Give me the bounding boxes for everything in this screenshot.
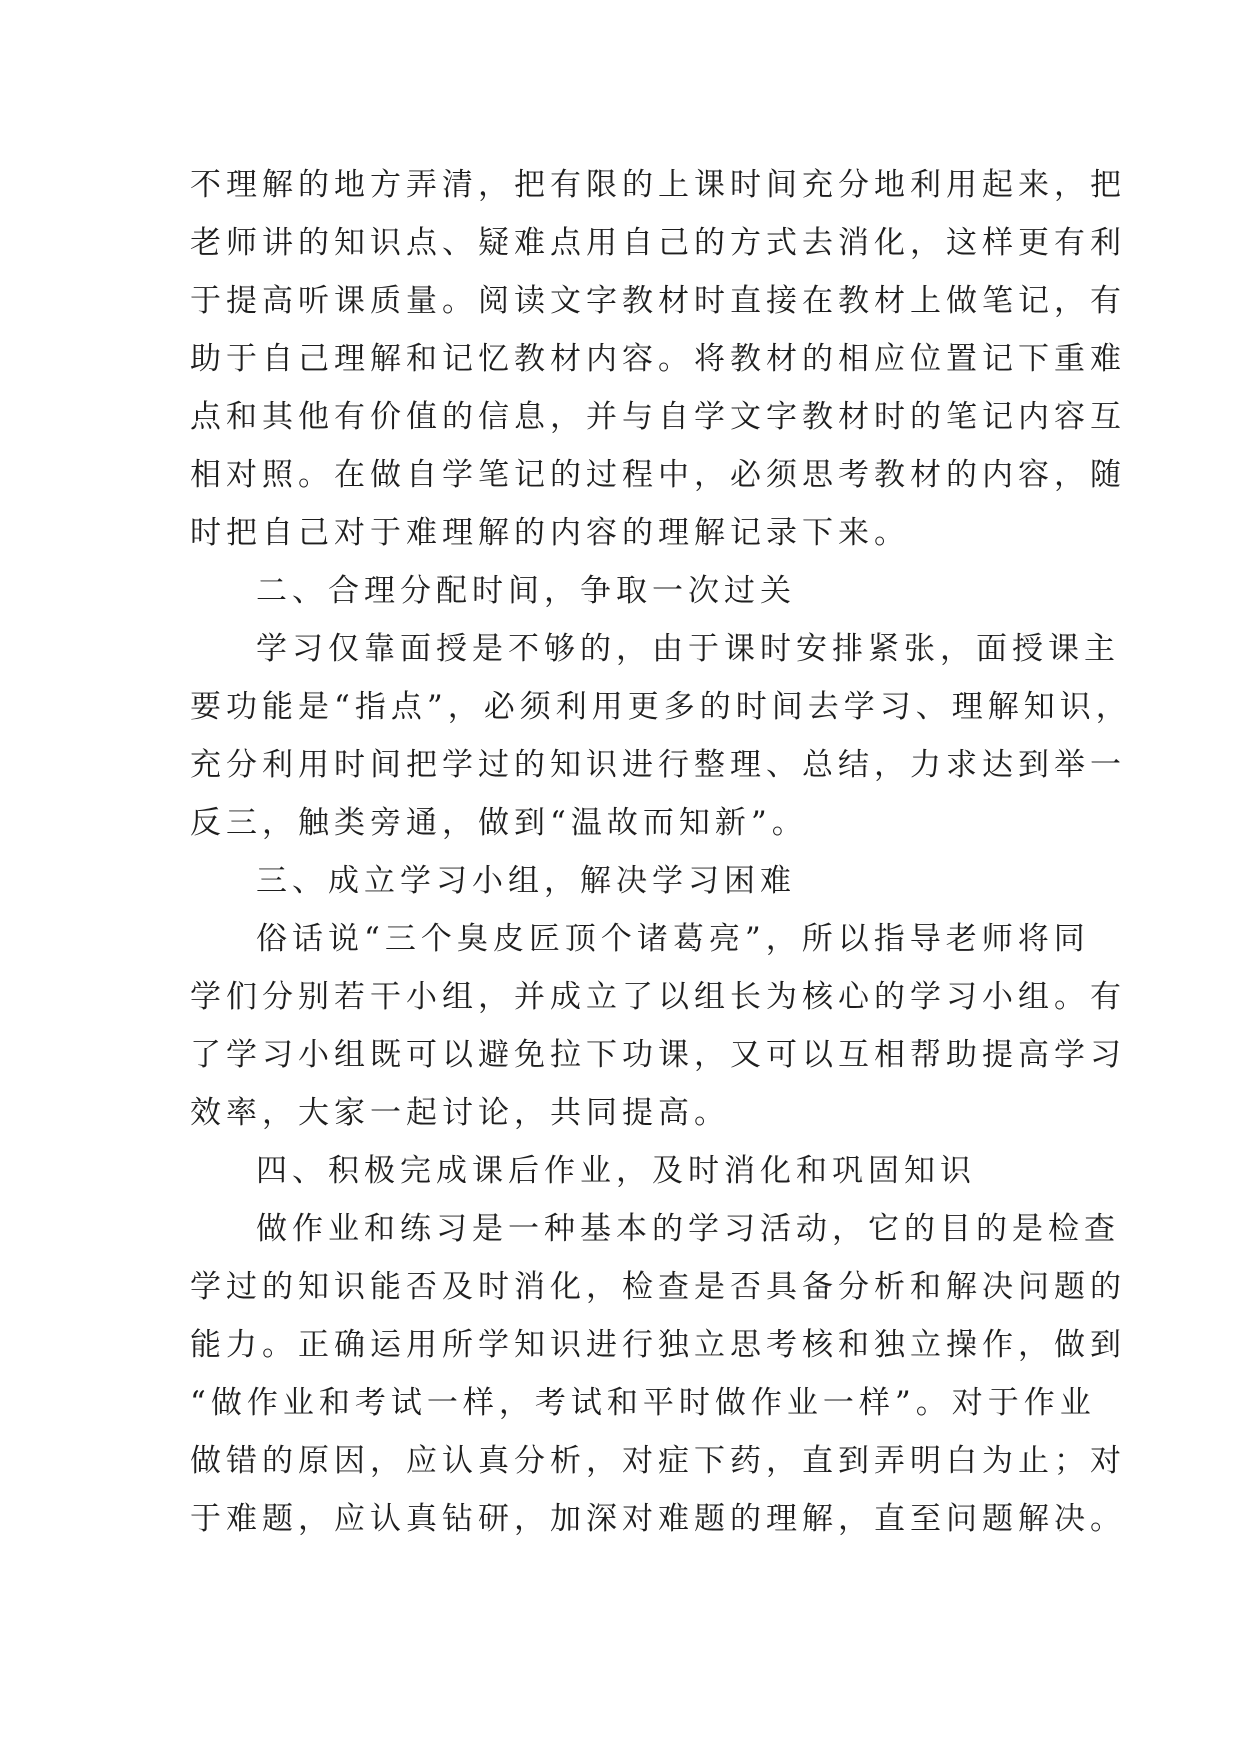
paragraph-start-line: 三、成立学习小组，解决学习困难: [256, 863, 796, 899]
paragraph-start-line: 做作业和练习是一种基本的学习活动，它的目的是检查: [256, 1211, 1120, 1247]
text-line: “做作业和考试一样，考试和平时做作业一样”。对于作业: [190, 1385, 1096, 1421]
text-line: 助于自己理解和记忆教材内容。将教材的相应位置记下重难: [190, 341, 1126, 377]
text-line: 能力。正确运用所学知识进行独立思考核和独立操作，做到: [190, 1327, 1126, 1363]
text-line: 要功能是“指点”，必须利用更多的时间去学习、理解知识，: [190, 689, 1132, 725]
paragraph-start-line: 二、合理分配时间，争取一次过关: [256, 573, 796, 609]
text-line: 老师讲的知识点、疑难点用自己的方式去消化，这样更有利: [190, 225, 1126, 261]
paragraph-start-line: 俗话说“三个臭皮匠顶个诸葛亮”，所以指导老师将同: [256, 921, 1090, 957]
document-body: [190, 156, 1132, 1548]
paragraph-start-line: 四、积极完成课后作业，及时消化和巩固知识: [256, 1153, 976, 1189]
text-line: 效率，大家一起讨论，共同提高。: [190, 1095, 730, 1131]
text-line: 相对照。在做自学笔记的过程中，必须思考教材的内容，随: [190, 457, 1126, 493]
text-line: 于提高听课质量。阅读文字教材时直接在教材上做笔记，有: [190, 283, 1126, 319]
text-line: 了学习小组既可以避免拉下功课，又可以互相帮助提高学习: [190, 1037, 1126, 1073]
text-line: 学过的知识能否及时消化，检查是否具备分析和解决问题的: [190, 1269, 1126, 1305]
text-line: 时把自己对于难理解的内容的理解记录下来。: [190, 515, 910, 551]
text-line: 做错的原因，应认真分析，对症下药，直到弄明白为止；对: [190, 1443, 1126, 1479]
text-line: 学们分别若干小组，并成立了以组长为核心的学习小组。有: [190, 979, 1126, 1015]
text-line: 点和其他有价值的信息，并与自学文字教材时的笔记内容互: [190, 399, 1126, 435]
text-line: 充分利用时间把学过的知识进行整理、总结，力求达到举一: [190, 747, 1126, 783]
text-line: 反三，触类旁通，做到“温故而知新”。: [190, 805, 808, 841]
text-line: 不理解的地方弄清，把有限的上课时间充分地利用起来，把: [190, 167, 1126, 203]
text-line: 于难题，应认真钻研，加深对难题的理解，直至问题解决。: [190, 1501, 1126, 1537]
paragraph-start-line: 学习仅靠面授是不够的，由于课时安排紧张，面授课主: [256, 631, 1120, 667]
